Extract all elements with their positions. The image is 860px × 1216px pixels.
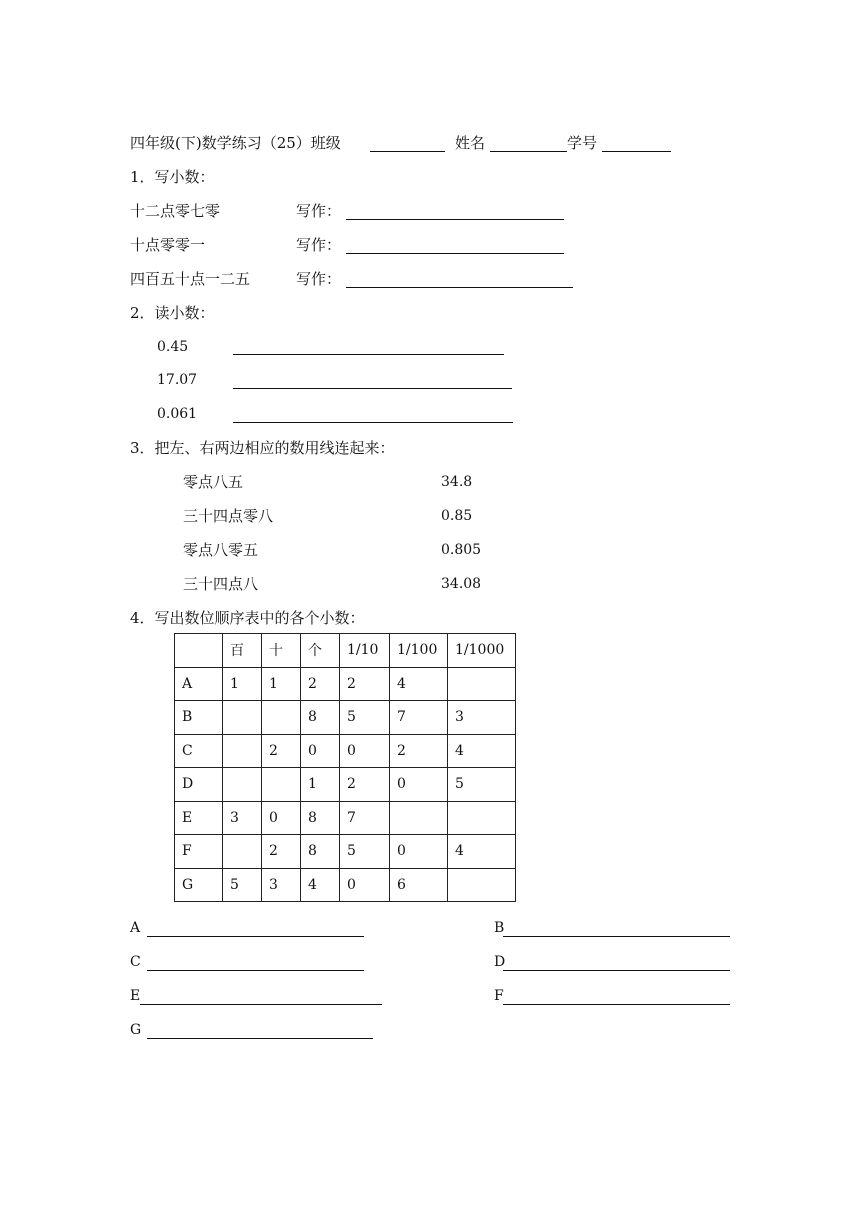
table-cell: 7 — [340, 801, 390, 835]
q2-answer-blank-3[interactable] — [233, 422, 513, 423]
table-cell: 2 — [262, 734, 301, 768]
table-cell: 4 — [301, 868, 340, 902]
table-cell: 6 — [390, 868, 448, 902]
q1-item-3: 四百五十点一二五 — [130, 270, 251, 288]
table-cell: 0 — [340, 868, 390, 902]
q4-heading: 4．写出数位顺序表中的各个小数： — [130, 609, 365, 627]
table-cell — [390, 801, 448, 835]
table-cell — [262, 701, 301, 735]
table-cell: F — [175, 835, 223, 869]
q1-answer-blank-2[interactable] — [346, 253, 564, 254]
table-cell: 2 — [262, 835, 301, 869]
table-header-row — [175, 634, 516, 668]
answer-blank-d[interactable] — [503, 970, 730, 971]
table-header-cell: 十 — [262, 634, 301, 668]
table-cell: 5 — [448, 768, 516, 802]
table-header-cell: 百 — [223, 634, 262, 668]
table-header-cell: 1/10 — [340, 634, 390, 668]
q2-heading: 2．读小数： — [130, 304, 215, 322]
table-cell: 7 — [390, 701, 448, 735]
table-cell: 0 — [390, 768, 448, 802]
q3-heading: 3．把左、右两边相应的数用线连起来： — [130, 439, 395, 457]
table-cell: 3 — [262, 868, 301, 902]
table-cell: D — [175, 768, 223, 802]
table-cell: 0 — [301, 734, 340, 768]
table-cell: 2 — [340, 667, 390, 701]
q3-right-item-3[interactable]: 0.805 — [441, 542, 482, 558]
table-row — [175, 701, 516, 735]
table-cell: 2 — [340, 768, 390, 802]
q1-heading: 1．写小数： — [130, 168, 215, 186]
q3-left-item-1[interactable]: 零点八五 — [183, 473, 244, 491]
q2-number-3: 0.061 — [157, 406, 198, 422]
q1-write-label-3: 写作： — [296, 270, 342, 288]
answer-label-b: B — [494, 920, 505, 936]
table-cell: C — [175, 734, 223, 768]
student-id-blank[interactable] — [602, 151, 671, 152]
table-cell — [448, 801, 516, 835]
student-id-label: 学号 — [567, 134, 598, 152]
table-cell: E — [175, 801, 223, 835]
table-header-cell — [175, 634, 223, 668]
table-cell: 0 — [262, 801, 301, 835]
table-row — [175, 734, 516, 768]
table-cell: 8 — [301, 835, 340, 869]
table-cell — [448, 667, 516, 701]
table-cell: 1 — [223, 667, 262, 701]
q1-item-2: 十点零零一 — [130, 236, 206, 254]
name-label: 姓名 — [455, 134, 486, 152]
answer-blank-a[interactable] — [147, 936, 364, 937]
table-cell — [223, 768, 262, 802]
table-cell: 1 — [301, 768, 340, 802]
worksheet-title: 四年级(下)数学练习（25）班级 — [130, 134, 341, 152]
table-cell: A — [175, 667, 223, 701]
table-cell: 5 — [340, 835, 390, 869]
answer-label-e: E — [130, 988, 141, 1004]
answer-label-c: C — [130, 954, 141, 970]
answer-label-g: G — [130, 1022, 142, 1038]
table-cell: 0 — [390, 835, 448, 869]
table-cell — [262, 768, 301, 802]
table-header-cell: 1/1000 — [448, 634, 516, 668]
q3-left-item-4[interactable]: 三十四点八 — [183, 575, 259, 593]
table-row — [175, 667, 516, 701]
q3-left-item-2[interactable]: 三十四点零八 — [183, 507, 274, 525]
place-value-table — [174, 633, 516, 902]
q3-left-item-3[interactable]: 零点八零五 — [183, 541, 259, 559]
answer-blank-g[interactable] — [147, 1038, 373, 1039]
table-cell: 5 — [223, 868, 262, 902]
q1-item-1: 十二点零七零 — [130, 202, 221, 220]
table-cell: 1 — [262, 667, 301, 701]
q2-answer-blank-1[interactable] — [233, 354, 504, 355]
q3-right-item-2[interactable]: 0.85 — [441, 508, 473, 524]
answer-label-a: A — [130, 920, 141, 936]
answer-blank-c[interactable] — [147, 970, 364, 971]
table-cell — [223, 701, 262, 735]
q2-number-1: 0.45 — [157, 339, 189, 355]
table-cell: 4 — [448, 734, 516, 768]
table-cell — [448, 868, 516, 902]
table-cell: 0 — [340, 734, 390, 768]
table-row — [175, 868, 516, 902]
q1-write-label-2: 写作： — [296, 236, 342, 254]
table-cell: 4 — [448, 835, 516, 869]
q3-right-item-1[interactable]: 34.8 — [441, 474, 473, 490]
table-cell: 8 — [301, 701, 340, 735]
q2-number-2: 17.07 — [157, 372, 198, 388]
table-cell: 2 — [390, 734, 448, 768]
table-row — [175, 801, 516, 835]
table-cell: G — [175, 868, 223, 902]
q3-right-item-4[interactable]: 34.08 — [441, 576, 482, 592]
table-header-cell: 个 — [301, 634, 340, 668]
table-cell: 2 — [301, 667, 340, 701]
answer-label-f: F — [494, 988, 504, 1004]
table-cell — [223, 835, 262, 869]
table-row — [175, 835, 516, 869]
table-cell: 8 — [301, 801, 340, 835]
answer-blank-e[interactable] — [140, 1004, 382, 1005]
q1-answer-blank-1[interactable] — [346, 219, 564, 220]
q1-answer-blank-3[interactable] — [346, 287, 573, 288]
answer-blank-b[interactable] — [503, 936, 730, 937]
table-cell — [223, 734, 262, 768]
table-cell: 3 — [448, 701, 516, 735]
answer-label-d: D — [494, 954, 506, 970]
table-cell: 4 — [390, 667, 448, 701]
table-header-cell: 1/100 — [390, 634, 448, 668]
table-cell: B — [175, 701, 223, 735]
q1-write-label-1: 写作： — [296, 202, 342, 220]
table-cell: 5 — [340, 701, 390, 735]
answer-blank-f[interactable] — [503, 1004, 730, 1005]
table-row — [175, 768, 516, 802]
class-blank[interactable] — [370, 151, 445, 152]
name-blank[interactable] — [490, 151, 567, 152]
table-cell: 3 — [223, 801, 262, 835]
q2-answer-blank-2[interactable] — [233, 388, 512, 389]
